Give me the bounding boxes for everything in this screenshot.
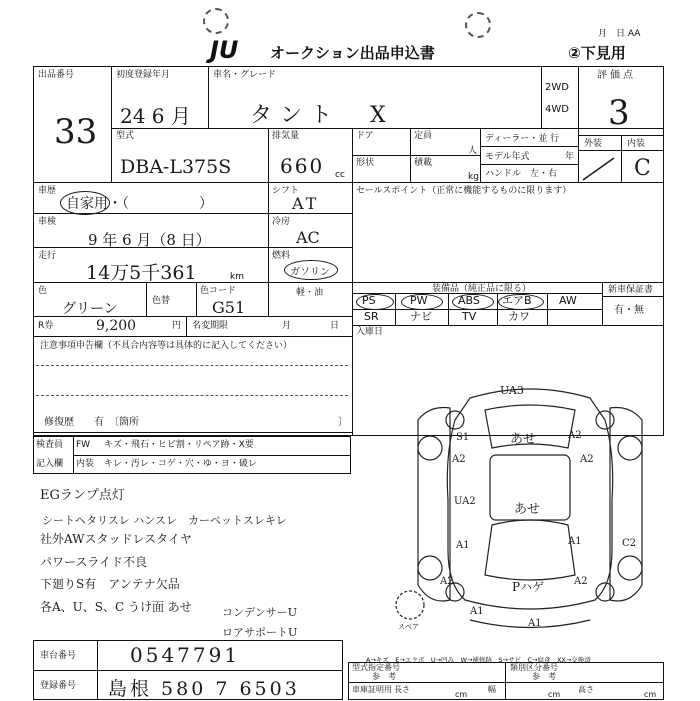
aircon-label: 冷房: [272, 217, 291, 227]
repair-end: 〕: [338, 417, 348, 428]
mark-a2-c: A2: [580, 454, 594, 465]
reg-value: 24 6 月: [120, 104, 191, 128]
sales-label: セールスポイント（正常に機能するものに限ります）: [356, 186, 572, 196]
height-label: 高さ: [578, 685, 594, 694]
inspector-label2: 記入欄: [36, 459, 64, 469]
color-label: 色: [38, 286, 48, 296]
inspect-label: 車検: [38, 217, 57, 227]
ref-1: 参 考: [372, 672, 396, 681]
person-unit: 人: [468, 146, 478, 156]
mark-ua3: UA3: [500, 384, 524, 397]
rego-month: 月: [282, 321, 292, 331]
fuel-value: ガソリン: [290, 267, 330, 278]
equip-airbag: エアB: [502, 294, 532, 307]
mark-p-hage: Pハゲ: [512, 580, 545, 594]
repair-label: 修復歴 有 〔箇所: [44, 417, 139, 428]
ext-label: 外装: [584, 139, 603, 149]
class-no-label: 類別区分番号: [510, 663, 558, 672]
mark-ase-roof: あせ: [514, 502, 541, 517]
nai-label: 内装: [76, 459, 95, 469]
cm-1: cm: [455, 690, 468, 699]
equip-header: 装備品（純正品に限る）: [432, 284, 532, 294]
ref-2: 参 考: [532, 672, 556, 681]
equip-leather: カワ: [508, 310, 530, 323]
usage-value: 自家用・（ ）: [66, 196, 213, 212]
km-unit: km: [230, 272, 244, 282]
load-label: 積載: [414, 158, 433, 168]
model-label: 型式: [116, 131, 135, 141]
notes-label: 注意事項申告欄（不具合内容等は具体的に記入してください）: [40, 341, 293, 351]
int-label: 内装: [627, 139, 646, 149]
reg-no-value: 島根 580 7 6503: [108, 678, 300, 700]
cc-value: 660: [280, 154, 325, 178]
mark-a1-d: A1: [528, 618, 542, 629]
year-unit: 年: [565, 152, 575, 162]
type-no-label: 型式指定番号: [352, 663, 400, 672]
name-label: 車名・グレード: [213, 70, 277, 80]
cm-3: cm: [644, 690, 657, 699]
shape-label: 形状: [356, 158, 375, 168]
inspector-label1: 検査員: [36, 440, 64, 450]
fw-label: FW: [76, 440, 91, 450]
recycle-value: 9,200: [96, 318, 137, 334]
rego-label: 名変期限: [192, 321, 229, 331]
form-title: オークション出品申込書: [270, 44, 435, 62]
mileage-label: 走行: [38, 251, 57, 261]
note-line-6: 各A、U、S、C うけ面 あせ: [40, 600, 192, 614]
width-label: 幅: [488, 685, 496, 694]
fw-items: キズ・飛石・ヒビ割・リペア跡・X要: [104, 440, 254, 450]
entry-date-label: 入庫日: [356, 327, 384, 337]
equip-abs: ABS: [458, 294, 480, 307]
mark-ase-front: あせ: [510, 432, 537, 447]
cc-label: 排気量: [272, 131, 300, 141]
mark-ua2: UA2: [454, 496, 476, 507]
color-value: グリーン: [62, 301, 118, 317]
mileage-value: 14万5千361: [86, 262, 197, 284]
mark-a1-b: A1: [568, 536, 582, 547]
date-labels: 月 日 AA: [598, 29, 641, 39]
aircon-value: AC: [296, 228, 320, 247]
inspect-value: 9 年 6 月（8 日）: [88, 231, 211, 249]
chassis-value: 0547791: [130, 643, 241, 667]
note-line-4: パワースライド不良: [40, 555, 148, 569]
length-label: 長さ: [394, 685, 410, 694]
mark-a2-e: A2: [574, 576, 588, 587]
dealer-label: ディーラー・並 行: [485, 134, 560, 144]
mark-c2: C2: [622, 538, 637, 549]
mark-a1-c: A1: [470, 606, 484, 617]
note-line-1: EGランプ点灯: [40, 488, 125, 503]
score-value: 3: [608, 93, 630, 133]
door-label: ドア: [356, 131, 374, 141]
warranty-label: 新車保証書: [608, 285, 654, 295]
lot-label: 出品番号: [38, 70, 75, 80]
logo: JU: [210, 36, 239, 64]
equip-ps: PS: [362, 294, 376, 307]
mark-s1: S1: [456, 432, 470, 443]
copy-label: ②下見用: [568, 44, 626, 62]
mark-a1-a: A1: [456, 540, 470, 551]
equip-navi: ナビ: [410, 310, 432, 323]
lot-value: 33: [54, 112, 98, 152]
recolor-label: 色替: [152, 296, 171, 306]
shift-value: AT: [292, 194, 320, 213]
mark-a2-b: A2: [568, 430, 582, 441]
score-label: 評価点: [597, 70, 636, 81]
yen-unit: 円: [172, 321, 182, 331]
note-line-8: ロアサポートU: [222, 626, 298, 639]
recycle-label: R券: [38, 321, 54, 331]
drive-2wd: 2WD: [545, 82, 569, 93]
colorcode-value: G51: [212, 298, 246, 317]
int-value: C: [634, 156, 651, 181]
fuel-label: 燃料: [272, 251, 291, 261]
chassis-label: 車台番号: [40, 651, 77, 661]
model-year-label: モデル年式: [485, 152, 530, 162]
handle-label: ハンドル 左・右: [485, 169, 558, 179]
shift-label: シフト: [272, 186, 300, 196]
equip-aw: AW: [559, 294, 577, 307]
spare-label: スペア: [398, 623, 419, 631]
equip-pw: PW: [410, 294, 428, 307]
warranty-value: 有・無: [614, 305, 644, 316]
nai-items: キレ・汚レ・コゲ・穴・ゆ・ヨ・破レ: [104, 459, 257, 469]
fuel-options: 軽・油: [296, 288, 324, 298]
reg-no-label: 登録番号: [40, 681, 77, 691]
note-line-3: 社外AWスタッドレスタイヤ: [40, 532, 192, 546]
mark-a2-a: A2: [452, 454, 466, 465]
name-value: タント X: [250, 103, 394, 128]
note-line-2: シートヘタリスレ ハンスレ カーペットスレキレ: [42, 514, 287, 527]
kg-unit: kg: [468, 172, 479, 182]
rego-day: 日: [330, 321, 340, 331]
note-line-5: 下廻りS有 アンテナ欠品: [40, 577, 180, 591]
reg-label: 初度登録年月: [116, 70, 171, 80]
colorcode-label: 色コード: [200, 286, 237, 296]
model-value: DBA-L375S: [120, 156, 232, 178]
size-label: 車庫証明用: [352, 685, 392, 694]
equip-sr: SR: [364, 310, 379, 323]
note-line-7: コンデンサーU: [222, 606, 298, 619]
capacity-label: 定員: [414, 131, 433, 141]
mark-a2-d: A2: [440, 576, 454, 587]
cm-2: cm: [548, 690, 561, 699]
cc-unit: cc: [335, 170, 345, 180]
usage-label: 車歴: [38, 186, 57, 196]
equip-tv: TV: [462, 310, 477, 323]
legend: A→キズ E→エクボ U→凹み W→補修跡 S→サビ C→腐食 XX→交換済: [366, 656, 591, 664]
drive-4wd: 4WD: [545, 104, 569, 115]
